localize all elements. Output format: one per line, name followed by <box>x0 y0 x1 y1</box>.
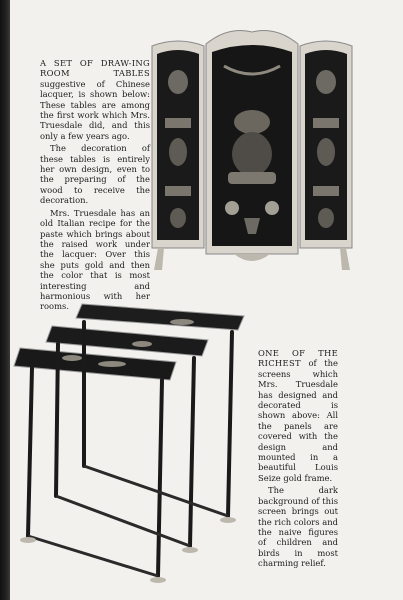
screen-panel-center <box>206 31 298 262</box>
caption-paragraph: The decoration of these tables is entirely her own design, even to the preparing of the wood to receive the decoration. <box>40 143 150 206</box>
screen-panel-right <box>300 41 352 270</box>
caption-paragraph: The dark background of this screen brings out the rich colors and the naive figures of children and birds in most charming relief. <box>258 485 338 569</box>
page-spine-shadow <box>0 0 10 600</box>
caption-richest-screen <box>258 348 338 571</box>
caption-lead: A SET OF DRAW-ING ROOM TABLES <box>40 58 150 79</box>
nesting-tables-photo <box>12 296 252 592</box>
caption-paragraph: Mrs. Truesdale has an old Italian recipe for the paste which brings about the raised work under the lacquer: Over this she puts gold and then the color that is most interesting and harmonious with her rooms. <box>40 207 150 312</box>
caption-paragraph: of the screens which Mrs. Truesdale has designed and decorated is shown above: All the panels are covered with the design and mounted in a beautiful Louis Seize gold frame. <box>258 358 338 483</box>
folding-screen-photo <box>148 22 356 288</box>
screen-panel-left <box>152 41 204 270</box>
caption-lead: ONE OF THE RICHEST <box>258 348 338 369</box>
caption-drawing-room-tables <box>40 58 150 314</box>
caption-paragraph: suggestive of Chinese lacquer, is shown below: These tables are among the first work which Mrs. Truesdale did, and this only a few years ago. <box>40 78 150 141</box>
